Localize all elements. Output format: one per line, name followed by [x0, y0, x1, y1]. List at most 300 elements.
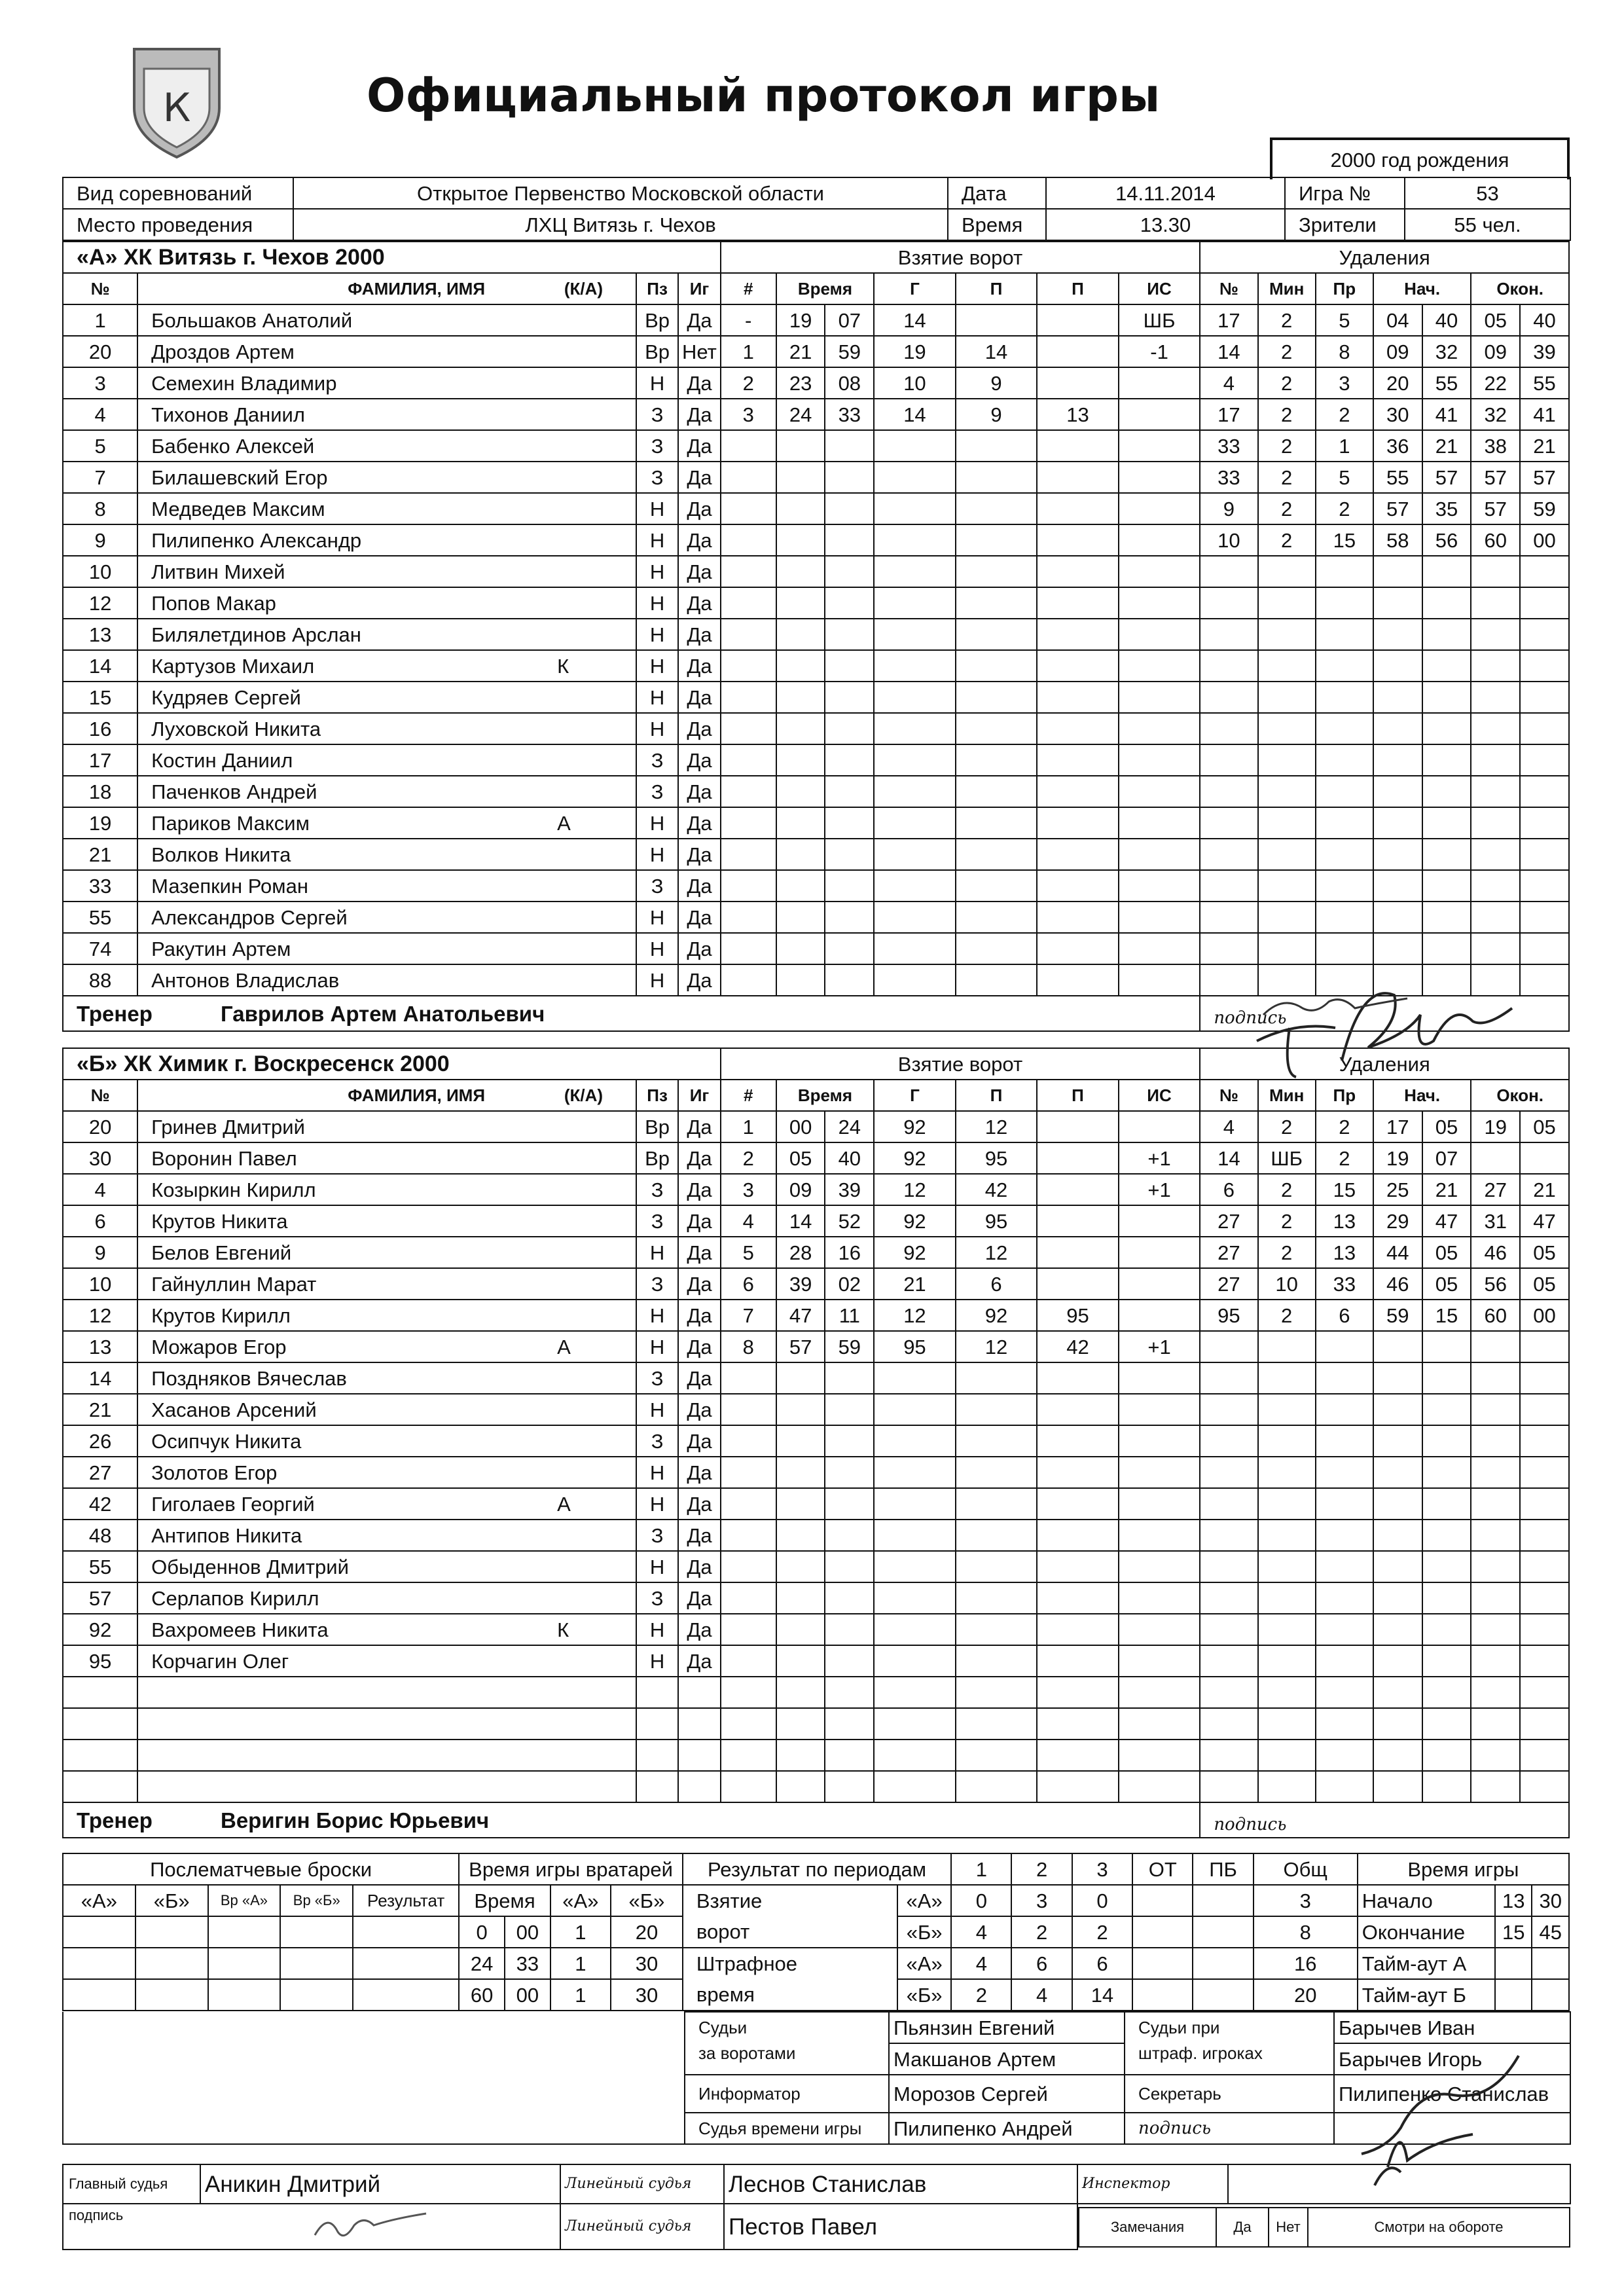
table-row [63, 1237, 1569, 1268]
player-pos: Н [636, 807, 678, 839]
pen-player [1200, 1488, 1257, 1520]
goal-assist-1: 92 [956, 1300, 1038, 1331]
goal-assist-1 [956, 807, 1038, 839]
goal-assist-1 [956, 1362, 1038, 1394]
col-goal-p1: П [956, 273, 1038, 304]
date-value: 14.11.2014 [1046, 177, 1285, 209]
goal-situation [1119, 1582, 1200, 1614]
goals-label-2: ворот [683, 1916, 897, 1948]
goal-assist-1 [956, 556, 1038, 587]
pen-start-sec [1422, 902, 1471, 933]
player-number: 18 [63, 776, 137, 807]
goal-scorer [874, 1677, 956, 1708]
goal-assist-2 [1037, 839, 1119, 870]
pen-end-min [1471, 776, 1520, 807]
pen-start-sec [1422, 933, 1471, 964]
col-ig: Иг [678, 1080, 720, 1111]
goals-a-total: 3 [1254, 1885, 1358, 1916]
pen-start-min [1373, 1331, 1422, 1362]
goal-situation [1119, 524, 1200, 556]
player-pos: Н [636, 839, 678, 870]
table-row [63, 1331, 1569, 1362]
pen-start-sec: 15 [1422, 1300, 1471, 1331]
pen-player [1200, 1740, 1257, 1771]
goal-sec [825, 744, 874, 776]
player-name: Поздняков Вячеслав [137, 1362, 636, 1394]
team-a-section [62, 241, 1570, 1032]
pen-start-min: 29 [1373, 1205, 1422, 1237]
goal-situation [1119, 1300, 1200, 1331]
col-pen-pr: Пр [1316, 1080, 1373, 1111]
so-result: Результат [353, 1885, 459, 1916]
goal-assist-1 [956, 619, 1038, 650]
goal-num [721, 1362, 776, 1394]
col-goal-is: ИС [1119, 273, 1200, 304]
player-number: 4 [63, 399, 137, 430]
gt-timeout-b: Тайм-аут Б [1358, 1979, 1495, 2011]
pen-start-sec [1422, 1425, 1471, 1457]
pen-end-sec [1520, 839, 1569, 870]
goal-scorer [874, 619, 956, 650]
goal-assist-2 [1037, 1237, 1119, 1268]
player-plays: Да [678, 1142, 720, 1174]
pen-start-sec [1422, 587, 1471, 619]
gk-row-a: 1 [550, 1979, 611, 2011]
pen-reason: 6 [1316, 1300, 1373, 1331]
player-name: Ракутин Артем [137, 933, 636, 964]
logo [128, 39, 226, 160]
goal-num [721, 587, 776, 619]
player-plays: Да [678, 462, 720, 493]
pen-end-sec [1520, 870, 1569, 902]
table-row [63, 556, 1569, 587]
pen-min [1258, 1645, 1316, 1677]
pen-start-min [1373, 1425, 1422, 1457]
player-name: Хасанов Арсений [137, 1394, 636, 1425]
pen-end-min [1471, 870, 1520, 902]
gk-row-a: 1 [550, 1948, 611, 1979]
game-value: 53 [1405, 177, 1570, 209]
table-row [63, 619, 1569, 650]
player-name: Костин Даниил [137, 744, 636, 776]
goal-assist-2 [1037, 336, 1119, 367]
pen-min [1258, 807, 1316, 839]
goal-sec [825, 587, 874, 619]
goal-assist-1 [956, 1740, 1038, 1771]
goal-sec [825, 1771, 874, 1802]
pen-end-sec: 05 [1520, 1268, 1569, 1300]
table-row [63, 462, 1569, 493]
gk-row-sec: 33 [505, 1948, 550, 1979]
pen-start-sec [1422, 1362, 1471, 1394]
goal-situation [1119, 744, 1200, 776]
goal-assist-2 [1037, 1614, 1119, 1645]
pen-end-min: 60 [1471, 524, 1520, 556]
player-plays: Да [678, 1300, 720, 1331]
player-plays: Да [678, 619, 720, 650]
goal-scorer [874, 870, 956, 902]
remarks-no[interactable]: Нет [1269, 2208, 1308, 2247]
pen-end-min [1471, 682, 1520, 713]
table-row [63, 933, 1569, 964]
pen-player [1200, 902, 1257, 933]
gk-time-col: Время [459, 1885, 550, 1916]
pim-b-pb [1193, 1979, 1253, 2011]
pen-start-min: 58 [1373, 524, 1422, 556]
goal-situation: -1 [1119, 336, 1200, 367]
player-number: 12 [63, 1300, 137, 1331]
player-name: Осипчук Никита [137, 1425, 636, 1457]
pen-end-sec: 39 [1520, 336, 1569, 367]
table-row [63, 713, 1569, 744]
player-number: 20 [63, 1111, 137, 1142]
pen-end-sec [1520, 556, 1569, 587]
col-name: ФАМИЛИЯ, ИМЯ (К/А) [137, 1080, 636, 1111]
player-pos: З [636, 1582, 678, 1614]
pen-start-sec [1422, 1457, 1471, 1488]
goal-num [721, 619, 776, 650]
goal-num [721, 1457, 776, 1488]
main-ref: Аникин Дмитрий [200, 2164, 560, 2204]
player-pos: Н [636, 964, 678, 996]
goal-min [776, 556, 825, 587]
pen-start-min [1373, 619, 1422, 650]
pen-end-sec: 05 [1520, 1111, 1569, 1142]
goal-min [776, 1582, 825, 1614]
pim-label-2: время [683, 1979, 897, 2011]
pen-reason: 2 [1316, 1111, 1373, 1142]
goal-scorer [874, 650, 956, 682]
goal-num [721, 870, 776, 902]
pen-min [1258, 1457, 1316, 1488]
pen-end-sec: 55 [1520, 367, 1569, 399]
pen-start-min [1373, 1582, 1422, 1614]
pen-start-sec [1422, 650, 1471, 682]
pen-player [1200, 1677, 1257, 1708]
coach-sign-label: подпись [1200, 996, 1569, 1031]
player-plays: Да [678, 1488, 720, 1520]
main-ref-signature [289, 2209, 472, 2242]
inspector-label: Инспектор [1077, 2164, 1228, 2204]
pen-end-sec [1520, 1331, 1569, 1362]
player-pos: Н [636, 650, 678, 682]
pen-end-min [1471, 933, 1520, 964]
pen-reason [1316, 1771, 1373, 1802]
pen-start-sec: 05 [1422, 1268, 1471, 1300]
goal-assist-2 [1037, 1551, 1119, 1582]
pen-player [1200, 776, 1257, 807]
player-plays: Да [678, 933, 720, 964]
pen-end-sec: 00 [1520, 1300, 1569, 1331]
player-pos: З [636, 462, 678, 493]
pen-min [1258, 744, 1316, 776]
pen-min [1258, 1425, 1316, 1457]
table-row [63, 304, 1569, 336]
pen-start-min: 57 [1373, 493, 1422, 524]
goal-scorer [874, 587, 956, 619]
pen-start-min [1373, 650, 1422, 682]
table-row [63, 839, 1569, 870]
pen-reason [1316, 1677, 1373, 1708]
goal-num [721, 1488, 776, 1520]
goal-scorer [874, 1708, 956, 1740]
pen-end-min [1471, 1331, 1520, 1362]
pen-reason [1316, 870, 1373, 902]
goal-num [721, 1771, 776, 1802]
player-number: 88 [63, 964, 137, 996]
pen-player [1200, 1551, 1257, 1582]
pen-end-min [1471, 1708, 1520, 1740]
goal-sec: 59 [825, 336, 874, 367]
goal-assist-1 [956, 650, 1038, 682]
player-name: Картузов Михаил К [137, 650, 636, 682]
pen-end-min: 27 [1471, 1174, 1520, 1205]
gk-row-min: 0 [459, 1916, 505, 1948]
goal-assist-1 [956, 1457, 1038, 1488]
pen-start-min [1373, 1614, 1422, 1645]
pen-start-min: 04 [1373, 304, 1422, 336]
line-ref-label-1: Линейный судья [560, 2164, 724, 2204]
pen-start-min [1373, 807, 1422, 839]
pen-start-min: 44 [1373, 1237, 1422, 1268]
goal-assist-2 [1037, 1394, 1119, 1425]
pen-end-min [1471, 839, 1520, 870]
pen-min [1258, 587, 1316, 619]
goal-num [721, 964, 776, 996]
goal-num [721, 713, 776, 744]
player-plays [678, 1771, 720, 1802]
goal-sec [825, 556, 874, 587]
goal-num: 3 [721, 1174, 776, 1205]
goal-sec: 39 [825, 1174, 874, 1205]
player-name: Золотов Егор [137, 1457, 636, 1488]
pen-reason [1316, 1394, 1373, 1425]
goal-min [776, 744, 825, 776]
player-name: Козыркин Кирилл [137, 1174, 636, 1205]
player-plays: Да [678, 1331, 720, 1362]
gk-row-a: 1 [550, 1916, 611, 1948]
player-plays: Да [678, 430, 720, 462]
pen-reason: 3 [1316, 367, 1373, 399]
goal-assist-1 [956, 1645, 1038, 1677]
pen-end-sec [1520, 1645, 1569, 1677]
pen-start-min: 46 [1373, 1268, 1422, 1300]
spectators-value: 55 чел. [1405, 209, 1570, 240]
player-name: Крутов Кирилл [137, 1300, 636, 1331]
goal-judge-1: Пьянзин Евгений [889, 2012, 1125, 2043]
player-plays: Да [678, 1614, 720, 1645]
pen-start-sec [1422, 713, 1471, 744]
player-pos: Н [636, 1331, 678, 1362]
pen-start-min [1373, 744, 1422, 776]
pen-player [1200, 713, 1257, 744]
pen-player [1200, 1771, 1257, 1802]
gk-row-sec: 00 [505, 1916, 550, 1948]
pen-end-min [1471, 902, 1520, 933]
birth-year-box [1270, 137, 1570, 179]
goal-sec [825, 1708, 874, 1740]
pen-start-min: 30 [1373, 399, 1422, 430]
pen-start-min [1373, 839, 1422, 870]
pen-reason [1316, 1362, 1373, 1394]
goals-a-ot [1132, 1885, 1193, 1916]
player-name: Дроздов Артем [137, 336, 636, 367]
timekeeper-label: Судья времени игры [685, 2113, 889, 2144]
goals-b-pb [1193, 1916, 1253, 1948]
pen-reason [1316, 839, 1373, 870]
pen-min: 2 [1258, 1237, 1316, 1268]
player-plays: Да [678, 493, 720, 524]
goal-situation [1119, 1111, 1200, 1142]
goals-ta: «А» [897, 1885, 951, 1916]
goal-num: 3 [721, 399, 776, 430]
goal-scorer [874, 964, 956, 996]
col-goal-time: Время [776, 1080, 874, 1111]
goal-min: 28 [776, 1237, 825, 1268]
player-pos [636, 1708, 678, 1740]
goal-situation [1119, 776, 1200, 807]
player-plays: Да [678, 1362, 720, 1394]
pen-reason: 5 [1316, 304, 1373, 336]
goal-assist-1 [956, 839, 1038, 870]
player-number: 95 [63, 1645, 137, 1677]
col-name: ФАМИЛИЯ, ИМЯ (К/А) [137, 273, 636, 304]
officials-sign-label: подпись [1125, 2113, 1334, 2144]
pen-start-sec [1422, 682, 1471, 713]
goal-scorer: 14 [874, 399, 956, 430]
pen-end-min: 46 [1471, 1237, 1520, 1268]
pen-end-sec [1520, 1457, 1569, 1488]
pen-judges-label-2: штраф. игроках [1138, 2043, 1263, 2063]
table-row [63, 587, 1569, 619]
player-name [137, 1740, 636, 1771]
goal-min [776, 524, 825, 556]
player-number: 48 [63, 1520, 137, 1551]
gt-start-label: Начало [1358, 1885, 1495, 1916]
goal-assist-1 [956, 587, 1038, 619]
goal-situation [1119, 870, 1200, 902]
player-plays: Да [678, 1645, 720, 1677]
goal-sec: 33 [825, 399, 874, 430]
goal-min [776, 430, 825, 462]
goal-situation [1119, 1457, 1200, 1488]
goal-assist-2 [1037, 650, 1119, 682]
player-number: 14 [63, 1362, 137, 1394]
player-number: 33 [63, 870, 137, 902]
goal-assist-1 [956, 776, 1038, 807]
goal-scorer [874, 933, 956, 964]
pen-player [1200, 807, 1257, 839]
pen-min: 2 [1258, 462, 1316, 493]
goal-assist-2 [1037, 430, 1119, 462]
secretary: Пилипенко Станислав [1334, 2075, 1570, 2113]
goal-assist-2 [1037, 619, 1119, 650]
table-row [63, 336, 1569, 367]
pim-tb: «Б» [897, 1979, 951, 2011]
player-pos: Н [636, 1645, 678, 1677]
player-plays: Да [678, 367, 720, 399]
goal-situation [1119, 1551, 1200, 1582]
goal-sec [825, 1582, 874, 1614]
bottom-table [62, 1853, 1570, 2011]
player-number: 7 [63, 462, 137, 493]
pen-reason: 1 [1316, 430, 1373, 462]
pen-reason [1316, 682, 1373, 713]
goal-scorer [874, 1551, 956, 1582]
pen-start-min [1373, 587, 1422, 619]
player-name: Гринев Дмитрий [137, 1111, 636, 1142]
player-pos: Н [636, 1300, 678, 1331]
player-pos: Н [636, 713, 678, 744]
pim-a-total: 16 [1254, 1948, 1358, 1979]
col-goal-num: # [721, 273, 776, 304]
pen-start-min [1373, 1645, 1422, 1677]
col-pen-num: № [1200, 1080, 1257, 1111]
pen-end-min [1471, 1677, 1520, 1708]
remarks-yes[interactable]: Да [1216, 2208, 1269, 2247]
goal-min: 24 [776, 399, 825, 430]
goal-situation: +1 [1119, 1142, 1200, 1174]
goal-sec [825, 1551, 874, 1582]
goal-situation [1119, 902, 1200, 933]
player-plays: Да [678, 399, 720, 430]
pen-player [1200, 1457, 1257, 1488]
overtime: ОТ [1132, 1853, 1193, 1885]
goal-assist-1 [956, 902, 1038, 933]
goal-min [776, 1677, 825, 1708]
pen-start-sec [1422, 839, 1471, 870]
pen-start-sec: 21 [1422, 430, 1471, 462]
pen-player [1200, 1708, 1257, 1740]
pim-b-p3: 14 [1072, 1979, 1132, 2011]
goal-scorer: 12 [874, 1174, 956, 1205]
goal-sec [825, 430, 874, 462]
coach-a-signature [1257, 989, 1427, 1028]
pen-end-min: 05 [1471, 304, 1520, 336]
player-number: 6 [63, 1205, 137, 1237]
player-number: 20 [63, 336, 137, 367]
player-plays: Да [678, 713, 720, 744]
pen-end-min [1471, 1362, 1520, 1394]
goal-scorer [874, 1488, 956, 1520]
pen-min: 2 [1258, 430, 1316, 462]
goal-situation: +1 [1119, 1174, 1200, 1205]
pen-end-sec [1520, 776, 1569, 807]
table-row [63, 650, 1569, 682]
goal-num [721, 650, 776, 682]
pen-end-sec [1520, 807, 1569, 839]
pen-player: 4 [1200, 367, 1257, 399]
pen-end-sec [1520, 1520, 1569, 1551]
goal-situation [1119, 1205, 1200, 1237]
pen-player: 17 [1200, 304, 1257, 336]
pen-start-sec [1422, 619, 1471, 650]
goal-assist-1: 6 [956, 1268, 1038, 1300]
goal-scorer [874, 682, 956, 713]
player-name: Волков Никита [137, 839, 636, 870]
pen-reason [1316, 1708, 1373, 1740]
goal-situation [1119, 399, 1200, 430]
goal-sec [825, 1614, 874, 1645]
period-1: 1 [951, 1853, 1011, 1885]
goal-min [776, 776, 825, 807]
goal-situation [1119, 682, 1200, 713]
goal-sec: 52 [825, 1205, 874, 1237]
goal-scorer [874, 1614, 956, 1645]
col-goal-p2: П [1037, 273, 1119, 304]
goal-scorer: 95 [874, 1331, 956, 1362]
pim-a-p1: 4 [951, 1948, 1011, 1979]
